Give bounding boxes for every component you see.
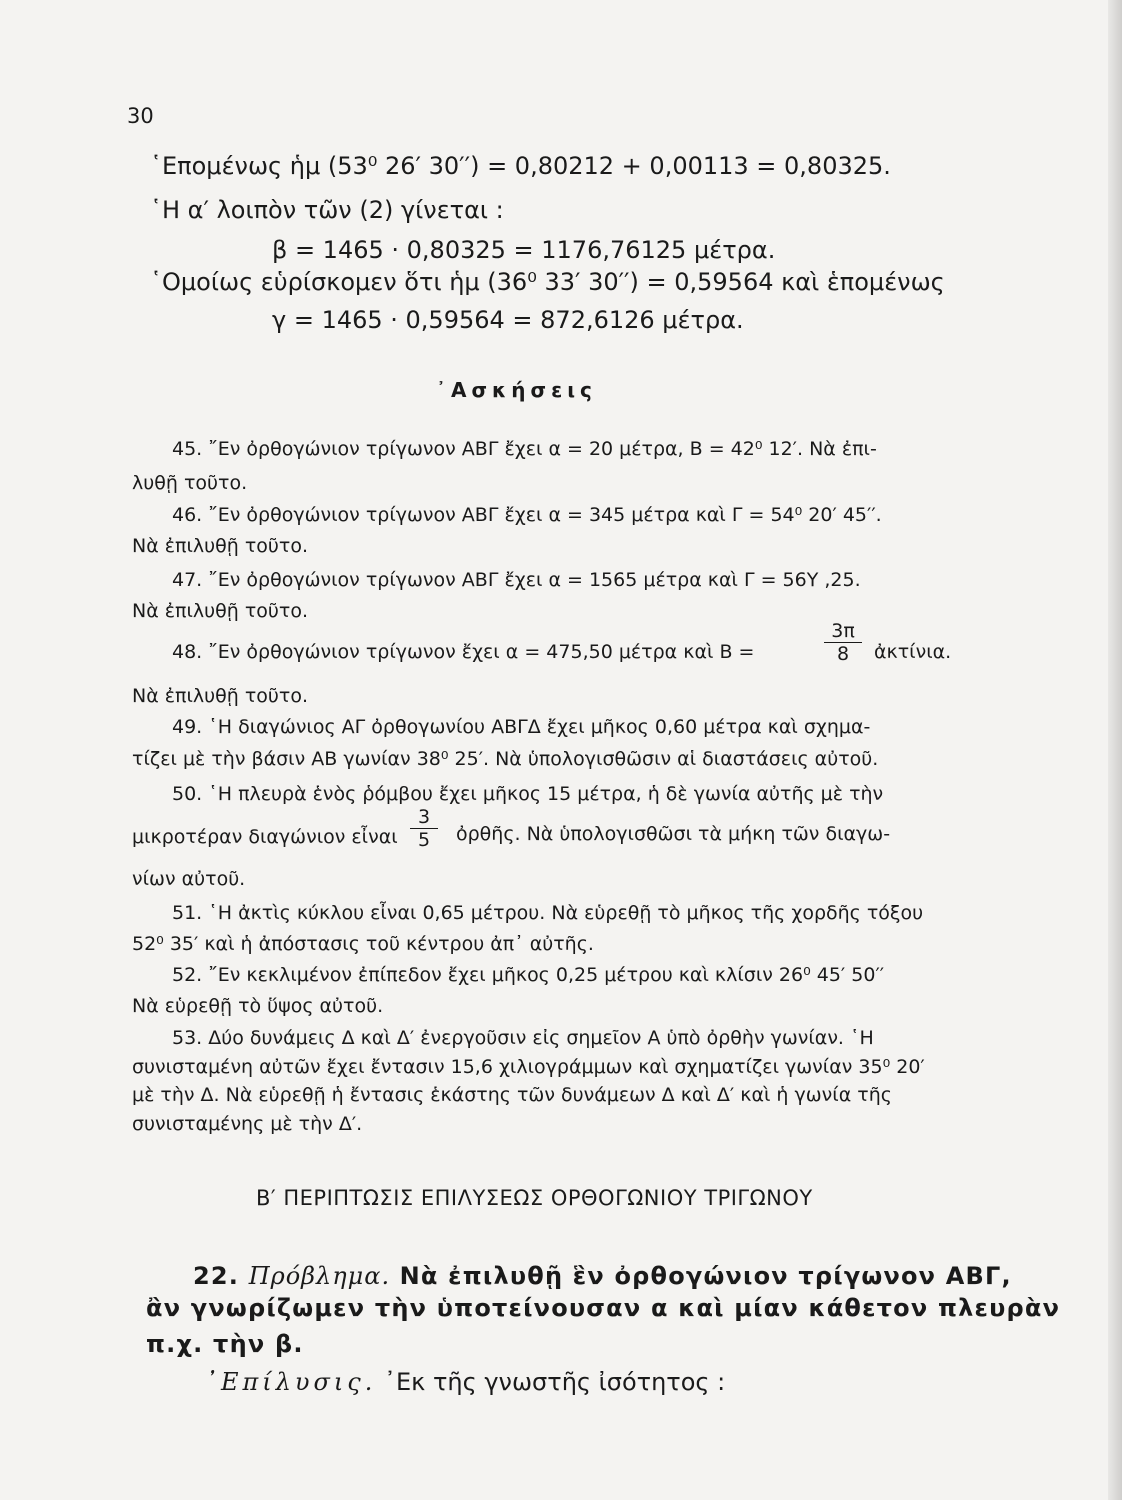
exercise-48-line: Νὰ ἐπιλυθῇ τοῦτο. (132, 685, 309, 707)
exercise-50-line: νίων αὐτοῦ. (132, 868, 246, 890)
problem-label: Πρόβλημα. (248, 1262, 391, 1290)
problem-statement-line (193, 1262, 1012, 1290)
section-title: Β′ ΠΕΡΙΠΤΩΣΙΣ ΕΠΙΛΥΣΕΩΣ ΟΡΘΟΓΩΝΙΟΥ ΤΡΙΓΩΝΟΥ (256, 1186, 813, 1210)
exercise-53-line: μὲ τὴν Δ. Νὰ εὑρεθῇ ἡ ἔντασις ἑκάστης τῶν δυνάμεων Δ καὶ Δ′ καὶ ἡ γωνία τῆς (132, 1084, 892, 1106)
problem-text: Νὰ ἐπιλυθῇ ἓν ὀρθογώνιον τρίγωνον ΑΒΓ, (399, 1262, 1012, 1290)
page-number: 30 (127, 104, 154, 128)
exercise-52-line: 52. ῎Εν κεκλιμένον ἐπίπεδον ἔχει μῆκος 0,25 μέτρου καὶ κλίσιν 26⁰ 45′ 50′′ (172, 964, 885, 986)
formula-line: β = 1465 · 0,80325 = 1176,76125 μέτρα. (272, 236, 776, 264)
problem-number: 22. (193, 1262, 240, 1290)
text-line: ῾Ομοίως εὑρίσκομεν ὅτι ἡμ (36⁰ 33′ 30′′) = 0,59564 καὶ ἑπομένως (150, 268, 945, 296)
fraction-numerator: 3π (831, 620, 855, 642)
exercise-45-line: 45. ῎Εν ὀρθογώνιον τρίγωνον ΑΒΓ ἔχει α = 20 μέτρα, Β = 42⁰ 12′. Νὰ ἐπι- (172, 438, 877, 460)
exercise-50-line: ὀρθῆς. Νὰ ὑπολογισθῶσι τὰ μήκη τῶν διαγω- (456, 823, 891, 845)
exercises-heading: ᾿Ασκήσεις (436, 378, 597, 402)
exercise-50-line: μικροτέραν διαγώνιον εἶναι (132, 826, 398, 848)
exercise-49-line: τίζει μὲ τὴν βάσιν ΑΒ γωνίαν 38⁰ 25′. Νὰ ὑπολογισθῶσιν αἱ διαστάσεις αὐτοῦ. (132, 748, 879, 770)
exercise-46-line: Νὰ ἐπιλυθῇ τοῦτο. (132, 535, 309, 557)
exercise-47-line: Νὰ ἐπιλυθῇ τοῦτο. (132, 600, 309, 622)
formula-line: γ = 1465 · 0,59564 = 872,6126 μέτρα. (272, 306, 744, 334)
exercise-46-line: 46. ῎Εν ὀρθογώνιον τρίγωνον ΑΒΓ ἔχει α = 345 μέτρα καὶ Γ = 54⁰ 20′ 45′′. (172, 504, 882, 526)
fraction-3pi-over-8 (824, 620, 862, 665)
exercise-53-line: συνισταμένη αὐτῶν ἔχει ἔντασιν 15,6 χιλιογράμμων καὶ σχηματίζει γωνίαν 35⁰ 20′ (132, 1056, 925, 1078)
exercise-53-line: 53. Δύο δυνάμεις Δ καὶ Δ′ ἐνεργοῦσιν εἰς σημεῖον Α ὑπὸ ὀρθὴν γωνίαν. ῾Η (172, 1027, 874, 1049)
fraction-denominator: 8 (836, 643, 850, 665)
solution-line (205, 1368, 725, 1396)
exercise-51-line: 51. ῾Η ἀκτὶς κύκλου εἶναι 0,65 μέτρου. Νὰ εὑρεθῇ τὸ μῆκος τῆς χορδῆς τόξου (172, 902, 924, 924)
exercise-47-line: 47. ῎Εν ὀρθογώνιον τρίγωνον ΑΒΓ ἔχει α = 1565 μέτρα καὶ Γ = 56Υ ,25. (172, 569, 861, 591)
exercise-45-line: λυθῇ τοῦτο. (132, 472, 248, 494)
exercise-50-line: 50. ῾Η πλευρὰ ἑνὸς ῥόμβου ἔχει μῆκος 15 μέτρα, ἡ δὲ γωνία αὐτῆς μὲ τὴν (172, 783, 884, 805)
page-edge-shadow (1108, 0, 1122, 1500)
problem-statement-line: π.χ. τὴν β. (146, 1330, 304, 1358)
exercise-48-line: 48. ῎Εν ὀρθογώνιον τρίγωνον ἔχει α = 475,50 μέτρα καὶ Β = (172, 641, 755, 663)
fraction-3-over-5 (410, 806, 438, 851)
problem-statement-line: ἂν γνωρίζωμεν τὴν ὑποτείνουσαν α καὶ μίαν κάθετον πλευρὰν (146, 1294, 1061, 1322)
solution-text: ᾿Εκ τῆς γνωστῆς ἰσότητος : (384, 1368, 726, 1396)
solution-label: ᾿Επίλυσις. (205, 1368, 377, 1396)
exercise-49-line: 49. ῾Η διαγώνιος ΑΓ ὀρθογωνίου ΑΒΓΔ ἔχει μῆκος 0,60 μέτρα καὶ σχημα- (172, 716, 871, 738)
exercise-53-line: συνισταμένης μὲ τὴν Δ′. (132, 1113, 363, 1135)
text-line: ῾Επομένως ἡμ (53⁰ 26′ 30′′) = 0,80212 + 0,00113 = 0,80325. (150, 152, 891, 180)
exercise-48-line: ἀκτίνια. (874, 641, 952, 663)
fraction-denominator: 5 (417, 829, 431, 851)
exercise-51-line: 52⁰ 35′ καὶ ἡ ἀπόστασις τοῦ κέντρου ἀπ᾿ αὐτῆς. (132, 933, 594, 955)
fraction-numerator: 3 (417, 806, 431, 828)
text-line: ῾Η α′ λοιπὸν τῶν (2) γίνεται : (150, 196, 504, 224)
exercise-52-line: Νὰ εὑρεθῇ τὸ ὕψος αὐτοῦ. (132, 995, 384, 1017)
